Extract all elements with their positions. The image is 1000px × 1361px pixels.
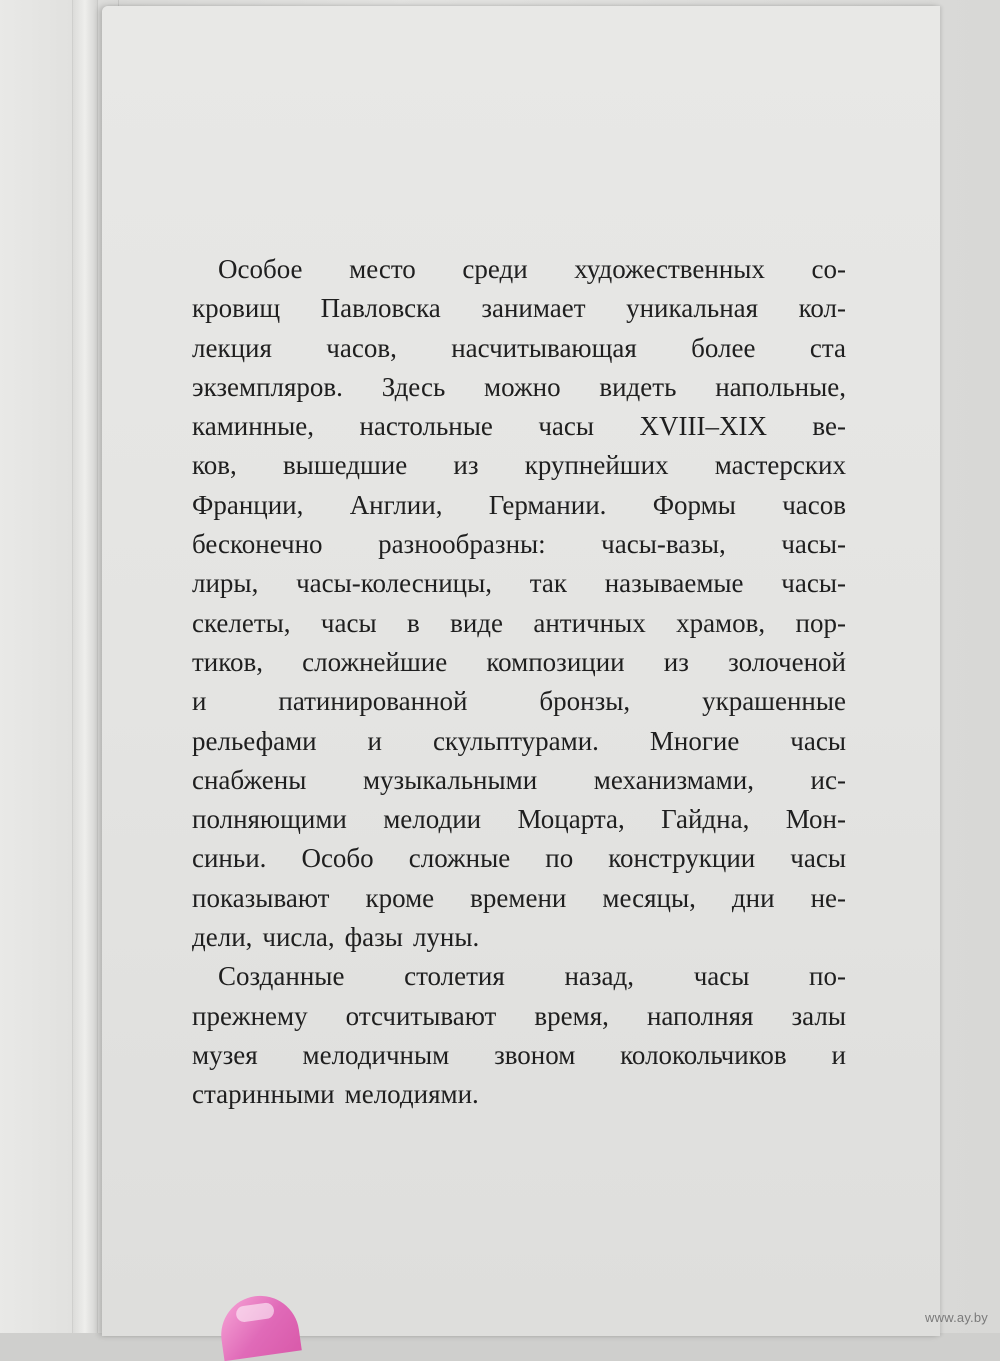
word: числа, (262, 922, 335, 953)
text-line (192, 407, 846, 446)
text-line (192, 918, 846, 957)
word: и (367, 725, 382, 756)
word: часы- (781, 568, 846, 599)
text-line (192, 1036, 846, 1075)
word: так (529, 568, 567, 599)
word: храмов, (676, 607, 766, 638)
word: каминные, (192, 411, 315, 442)
word: вышедшие (282, 450, 408, 481)
word: украшенные (702, 686, 846, 717)
word: Особое (218, 254, 303, 284)
word: колокольчиков (620, 1039, 787, 1070)
word: Мон- (785, 804, 846, 835)
word: пор- (795, 607, 846, 638)
word: сложные (408, 843, 511, 874)
word: Англии, (349, 489, 443, 520)
word: Моцарта, (517, 804, 625, 835)
text-line (192, 250, 846, 289)
word: кровищ (192, 293, 281, 324)
word: уникальная (626, 293, 759, 324)
word: в (406, 607, 420, 638)
word: Франции, (192, 489, 304, 520)
word: бронзы, (539, 686, 631, 717)
word: время, (534, 1000, 609, 1031)
word: часов (782, 489, 846, 520)
word: дни (731, 882, 775, 913)
word: патинированной (278, 686, 468, 717)
word: по (545, 843, 574, 874)
word: бесконечно (192, 529, 323, 560)
word: фазы (344, 922, 403, 953)
word: лекция (192, 332, 272, 363)
word: показывают (192, 882, 330, 913)
word: из (663, 646, 689, 677)
word: часы-вазы, (601, 529, 726, 560)
word: называемые (604, 568, 744, 599)
body-text (192, 250, 846, 1115)
word: Многие (649, 725, 740, 756)
text-line (192, 722, 846, 761)
word: XVIII–XIX (639, 411, 767, 442)
word: мелодии (383, 804, 482, 835)
word: ков, (192, 450, 237, 481)
word: кол- (798, 293, 846, 324)
word: более (691, 332, 756, 363)
text-line (192, 525, 846, 564)
word: ста (809, 332, 846, 363)
text-line (192, 839, 846, 878)
text-line (192, 446, 846, 485)
word: старинными (192, 1079, 335, 1110)
word: лиры, (192, 568, 259, 599)
text-line (192, 1075, 846, 1114)
word: золоченой (728, 646, 846, 677)
word: среди (462, 254, 528, 284)
text-line (192, 604, 846, 643)
word: насчитывающая (451, 332, 637, 363)
word: тиков, (192, 646, 263, 677)
word: месяцы, (602, 882, 696, 913)
word: и (831, 1039, 846, 1070)
text-line (192, 289, 846, 328)
word: виде (450, 607, 503, 638)
folder-fold (72, 0, 98, 1333)
word: Созданные (218, 961, 345, 992)
word: место (349, 254, 416, 284)
word: ве- (812, 411, 846, 442)
text-line (192, 486, 846, 525)
word: по- (809, 961, 846, 992)
word: времени (470, 882, 567, 913)
word: кроме (365, 882, 435, 913)
word: Формы (652, 489, 736, 520)
word: античных (533, 607, 646, 638)
word: конструкции (608, 843, 756, 874)
word: из (453, 450, 479, 481)
word: Особо (301, 843, 374, 874)
word: разнообразны: (378, 529, 546, 560)
word: не- (810, 882, 846, 913)
word: мелодиями. (344, 1079, 479, 1110)
word: залы (791, 1000, 846, 1031)
word: часы (538, 411, 595, 442)
word: художественных (574, 254, 765, 284)
word: часы- (781, 529, 846, 560)
word: композиции (486, 646, 625, 677)
word: звоном (494, 1039, 576, 1070)
text-line (192, 682, 846, 721)
word: мастерских (714, 450, 846, 481)
word: и (192, 686, 207, 717)
word: прежнему (192, 1000, 308, 1031)
text-line (192, 643, 846, 682)
word: напольные, (715, 371, 846, 402)
text-line (192, 761, 846, 800)
word: часы (790, 725, 846, 756)
text-line (192, 800, 846, 839)
word: столетия (404, 961, 505, 992)
word: Здесь (381, 371, 446, 402)
word: можно (484, 371, 561, 402)
text-line (192, 329, 846, 368)
word: полняющими (192, 804, 347, 835)
text-line (192, 368, 846, 407)
word: снабжены (192, 764, 307, 795)
word: музыкальными (362, 764, 538, 795)
word: Гайдна, (661, 804, 750, 835)
watermark-text: www.ay.by (925, 1310, 988, 1325)
word: видеть (599, 371, 677, 402)
word: крупнейших (524, 450, 669, 481)
word: мелодичным (302, 1039, 450, 1070)
word: часов, (326, 332, 397, 363)
word: Германии. (488, 489, 607, 520)
word: ис- (810, 764, 846, 795)
word: механизмами, (593, 764, 754, 795)
word: со- (811, 254, 846, 284)
word: дели, (192, 922, 253, 953)
word: Павловска (320, 293, 441, 324)
word: луны. (412, 922, 480, 953)
text-line (192, 957, 846, 996)
word: музея (192, 1039, 258, 1070)
word: настольные (359, 411, 493, 442)
word: наполняя (646, 1000, 754, 1031)
word: часы-колесницы, (296, 568, 492, 599)
word: скелеты, (192, 607, 291, 638)
word: рельефами (192, 725, 317, 756)
word: часы (790, 843, 846, 874)
text-line (192, 997, 846, 1036)
word: отсчитывают (345, 1000, 497, 1031)
text-line (192, 879, 846, 918)
word: занимает (481, 293, 586, 324)
word: синьи. (192, 843, 267, 874)
word: назад, (564, 961, 635, 992)
word: скульптурами. (432, 725, 599, 756)
text-line (192, 564, 846, 603)
word: часы (693, 961, 750, 992)
word: часы (320, 607, 377, 638)
word: экземпляров. (192, 371, 343, 402)
word: сложнейшие (302, 646, 448, 677)
